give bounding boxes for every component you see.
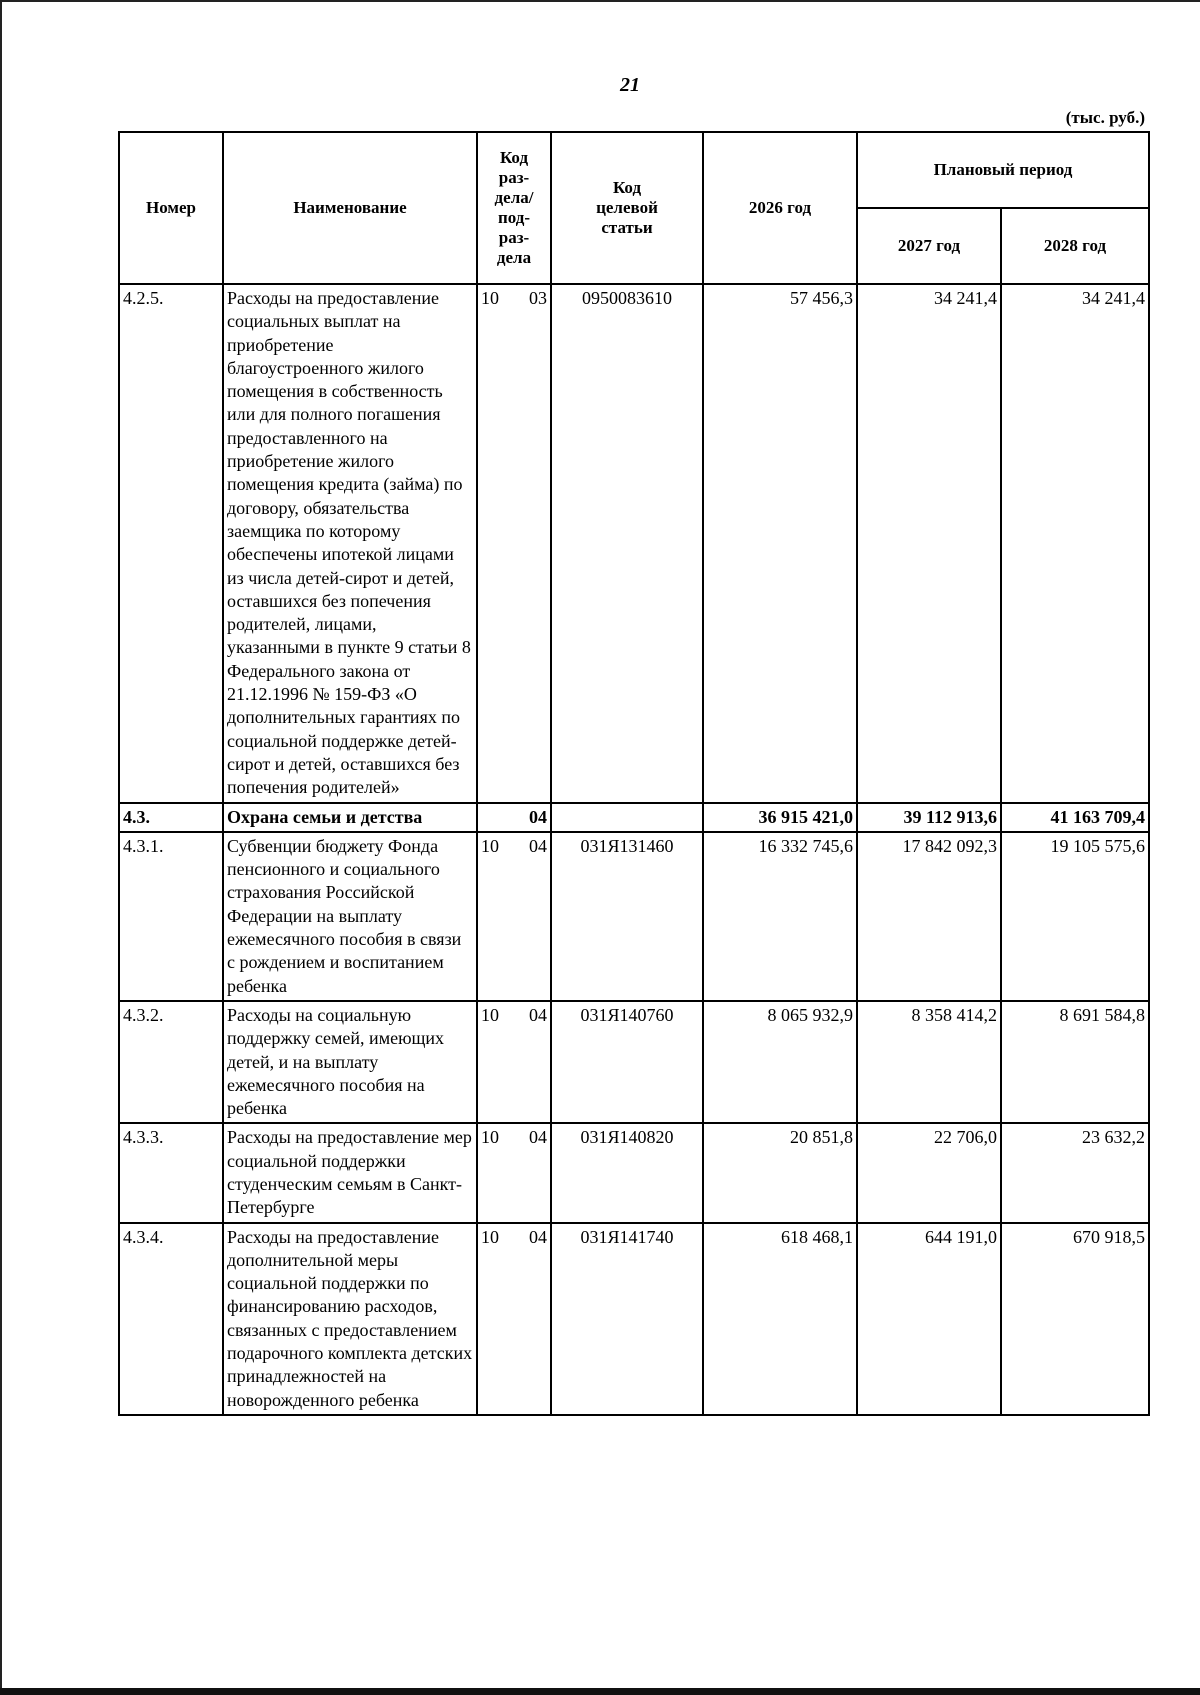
row-value-2027: 34 241,4: [857, 284, 1001, 803]
units-label: (тыс. руб.): [1065, 108, 1145, 127]
row-number: 4.3.2.: [119, 1001, 223, 1123]
row-value-2026: 20 851,8: [703, 1123, 857, 1222]
row-target-code: 031Я140820: [551, 1123, 703, 1222]
row-name: Расходы на предоставление дополнительной меры социальной поддержки по финансированию расходов, связанных с предоставлением подарочного комплекта детских принадлежностей на новорожденного ребенка: [223, 1223, 477, 1415]
row-section-code: 10 03: [477, 284, 551, 803]
row-target-code: 031Я140760: [551, 1001, 703, 1123]
row-value-2027: 644 191,0: [857, 1223, 1001, 1415]
row-number: 4.3.3.: [119, 1123, 223, 1222]
row-section-code: 10 04: [477, 1223, 551, 1415]
row-target-code: 0950083610: [551, 284, 703, 803]
row-value-2026: 57 456,3: [703, 284, 857, 803]
header-row: [119, 132, 1149, 208]
scan-edge-bottom: [0, 1688, 1200, 1695]
row-value-2028: 41 163 709,4: [1001, 803, 1149, 832]
row-number: 4.3.: [119, 803, 223, 832]
row-number: 4.3.4.: [119, 1223, 223, 1415]
row-value-2027: 39 112 913,6: [857, 803, 1001, 832]
row-section-code: 10 04: [477, 832, 551, 1001]
row-value-2026: 618 468,1: [703, 1223, 857, 1415]
row-number: 4.2.5.: [119, 284, 223, 803]
scan-edge-top: [0, 0, 1200, 2]
table-row-subtotal: [119, 803, 1149, 832]
header-name: Наименование: [223, 132, 477, 284]
page-number: 21: [620, 74, 640, 96]
table-row: [119, 832, 1149, 1001]
row-value-2027: 17 842 092,3: [857, 832, 1001, 1001]
table-row: [119, 284, 1149, 803]
header-target-code: Код целевой статьи: [551, 132, 703, 284]
table-row: [119, 1001, 1149, 1123]
row-section-code: 04: [477, 803, 551, 832]
row-value-2028: 23 632,2: [1001, 1123, 1149, 1222]
row-target-code: [551, 803, 703, 832]
header-number: Номер: [119, 132, 223, 284]
header-year-2026: 2026 год: [703, 132, 857, 284]
row-value-2028: 34 241,4: [1001, 284, 1149, 803]
row-value-2026: 8 065 932,9: [703, 1001, 857, 1123]
row-name: Расходы на предоставление социальных выплат на приобретение благоустроенного жилого помещения в собственность или для полного погашения предоставленного на приобретение жилого помещения кредита (займа) по договору, обязательства заемщика по которому обеспечены ипотекой лицами из числа детей-сирот и детей, оставшихся без попечения родителей, лицами, указанными в пункте 9 статьи 8 Федерального закона от 21.12.1996 № 159-ФЗ «О дополнительных гарантиях по социальной поддержке детей-сирот и детей, оставшихся без попечения родителей»: [223, 284, 477, 803]
row-value-2028: 670 918,5: [1001, 1223, 1149, 1415]
row-section-code: 10 04: [477, 1123, 551, 1222]
header-planned-period: Плановый период: [857, 132, 1149, 208]
budget-table: [118, 131, 1150, 1416]
scan-edge-left: [0, 0, 2, 1695]
row-value-2027: 8 358 414,2: [857, 1001, 1001, 1123]
row-name: Охрана семьи и детства: [223, 803, 477, 832]
header-year-2028: 2028 год: [1001, 208, 1149, 284]
row-name: Субвенции бюджету Фонда пенсионного и социального страхования Российской Федерации на выплату ежемесячного пособия в связи с рождением и воспитанием ребенка: [223, 832, 477, 1001]
header-year-2027: 2027 год: [857, 208, 1001, 284]
row-value-2026: 16 332 745,6: [703, 832, 857, 1001]
row-target-code: 031Я131460: [551, 832, 703, 1001]
row-section-code: 10 04: [477, 1001, 551, 1123]
row-value-2028: 19 105 575,6: [1001, 832, 1149, 1001]
table-row: [119, 1123, 1149, 1222]
row-name: Расходы на предоставление мер социальной поддержки студенческим семьям в Санкт-Петербурге: [223, 1123, 477, 1222]
row-number: 4.3.1.: [119, 832, 223, 1001]
row-value-2026: 36 915 421,0: [703, 803, 857, 832]
row-target-code: 031Я141740: [551, 1223, 703, 1415]
table-row: [119, 1223, 1149, 1415]
header-section-code: Код раз- дела/ под- раз- дела: [477, 132, 551, 284]
row-name: Расходы на социальную поддержку семей, имеющих детей, и на выплату ежемесячного пособия на ребенка: [223, 1001, 477, 1123]
row-value-2027: 22 706,0: [857, 1123, 1001, 1222]
row-value-2028: 8 691 584,8: [1001, 1001, 1149, 1123]
